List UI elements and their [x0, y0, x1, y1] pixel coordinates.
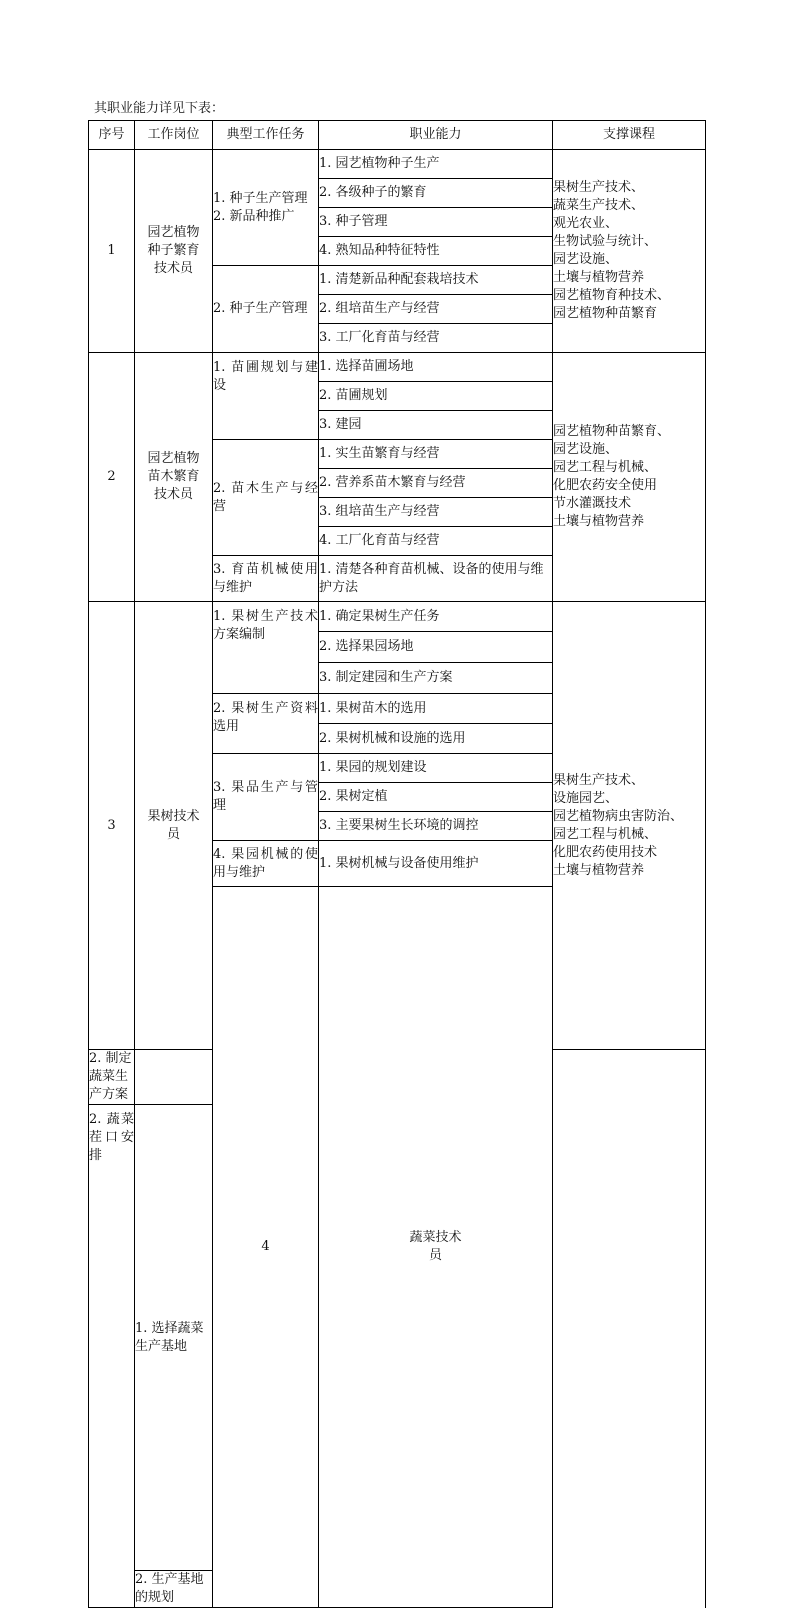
intro-text: 其职业能力详见下表： — [94, 101, 225, 116]
post-name: 蔬菜技术 员 — [409, 1230, 462, 1263]
ability-cell: 1. 果园的规划建设 — [319, 754, 553, 783]
ability-cell: 2. 制定蔬菜生产方案 — [89, 1050, 135, 1105]
table-row — [89, 602, 706, 632]
table-row — [89, 150, 706, 179]
ability-cell: 1. 选择蔬菜生产基地 — [135, 1105, 213, 1571]
post-cell — [135, 150, 213, 353]
post-name: 园艺植物 种子繁育 技术员 — [147, 225, 200, 276]
ability-cell: 1. 清楚各种育苗机械、设备的使用与维护方法 — [319, 556, 553, 602]
task-cell — [213, 353, 319, 440]
ability-cell: 1. 果树机械与设备使用维护 — [319, 841, 553, 887]
col-header-task: 典型工作任务 — [213, 121, 319, 150]
ability-cell: 1. 果树苗木的选用 — [319, 694, 553, 724]
ability-cell: 3. 组培苗生产与经营 — [319, 498, 553, 527]
ability-cell: 2. 营养系苗木繁育与经营 — [319, 469, 553, 498]
competency-table — [88, 120, 706, 1608]
ability-cell: 1. 选择苗圃场地 — [319, 353, 553, 382]
task-text: 1. 苗圃规划与建设 — [213, 360, 318, 393]
task-text: 1. 种子生产管理 2. 新品种推广 — [213, 190, 308, 224]
ability-cell: 1. 清楚新品种配套栽培技术 — [319, 266, 553, 295]
row-number: 3 — [89, 602, 135, 1050]
task-text: 2. 蔬菜茬口安排 — [89, 1112, 134, 1163]
ability-cell: 1. 确定果树生产任务 — [319, 602, 553, 632]
post-name: 园艺植物 苗木繁育 技术员 — [147, 451, 200, 502]
task-text: 3. 果品生产与管理 — [213, 780, 318, 813]
task-text: 1. 果树生产技术方案编制 — [213, 609, 318, 642]
task-cell — [213, 440, 319, 556]
row-number: 1 — [89, 150, 135, 353]
task-cell — [213, 841, 319, 887]
ability-cell: 2. 果树机械和设施的选用 — [319, 724, 553, 754]
row-number: 4 — [213, 887, 319, 1608]
col-header-post: 工作岗位 — [135, 121, 213, 150]
ability-cell: 3. 主要果树生长环境的调控 — [319, 812, 553, 841]
course-cell: 园艺植物种苗繁育、 园艺设施、 园艺工程与机械、 化肥农药安全使用 节水灌溉技术 土壤与植物营养 — [553, 353, 706, 602]
col-header-no: 序号 — [89, 121, 135, 150]
ability-cell: 2. 生产基地的规划 — [135, 1571, 213, 1608]
task-cell — [213, 266, 319, 353]
ability-cell: 4. 工厂化育苗与经营 — [319, 527, 553, 556]
ability-cell: 2. 果树定植 — [319, 783, 553, 812]
task-cell — [213, 694, 319, 754]
post-name: 果树技术 员 — [147, 808, 200, 842]
task-text: 2. 种子生产管理 — [213, 301, 308, 316]
task-text: 2. 苗木生产与经营 — [213, 480, 318, 514]
task-text: 2. 果树生产资料选用 — [213, 701, 318, 734]
post-cell — [135, 602, 213, 1050]
row-number: 2 — [89, 353, 135, 602]
col-header-ability: 职业能力 — [319, 121, 553, 150]
ability-cell: 1. 实生苗繁育与经营 — [319, 440, 553, 469]
ability-cell: 3. 种子管理 — [319, 208, 553, 237]
task-cell — [213, 556, 319, 602]
course-cell: 果树生产技术、 蔬菜生产技术、 观光农业、 生物试验与统计、 园艺设施、 土壤与植物营养 园艺植物育种技术、 园艺植物种苗繁育 — [553, 150, 706, 353]
table-row — [89, 353, 706, 382]
ability-cell: 3. 制定建园和生产方案 — [319, 663, 553, 694]
post-cell — [319, 887, 553, 1608]
ability-cell: 2. 组培苗生产与经营 — [319, 295, 553, 324]
ability-cell: 1. 园艺植物种子生产 — [319, 150, 553, 179]
ability-cell: 3. 建园 — [319, 411, 553, 440]
task-cell — [213, 602, 319, 694]
ability-cell: 2. 苗圃规划 — [319, 382, 553, 411]
task-cell — [213, 150, 319, 266]
ability-cell: 3. 工厂化育苗与经营 — [319, 324, 553, 353]
post-cell — [135, 353, 213, 602]
task-text: 4. 果园机械的使用与维护 — [213, 846, 318, 880]
ability-cell: 2. 选择果园场地 — [319, 632, 553, 663]
col-header-course: 支撑课程 — [553, 121, 706, 150]
course-cell: 果树生产技术、 设施园艺、 园艺植物病虫害防治、 园艺工程与机械、 化肥农药使用技术 土壤与植物营养 — [553, 602, 706, 1050]
ability-cell: 2. 各级种子的繁育 — [319, 179, 553, 208]
header-row — [89, 121, 706, 150]
ability-cell: 4. 熟知品种特征特性 — [319, 237, 553, 266]
task-cell — [89, 1105, 135, 1608]
task-cell — [213, 754, 319, 841]
task-text: 3. 育苗机械使用与维护 — [213, 561, 318, 595]
